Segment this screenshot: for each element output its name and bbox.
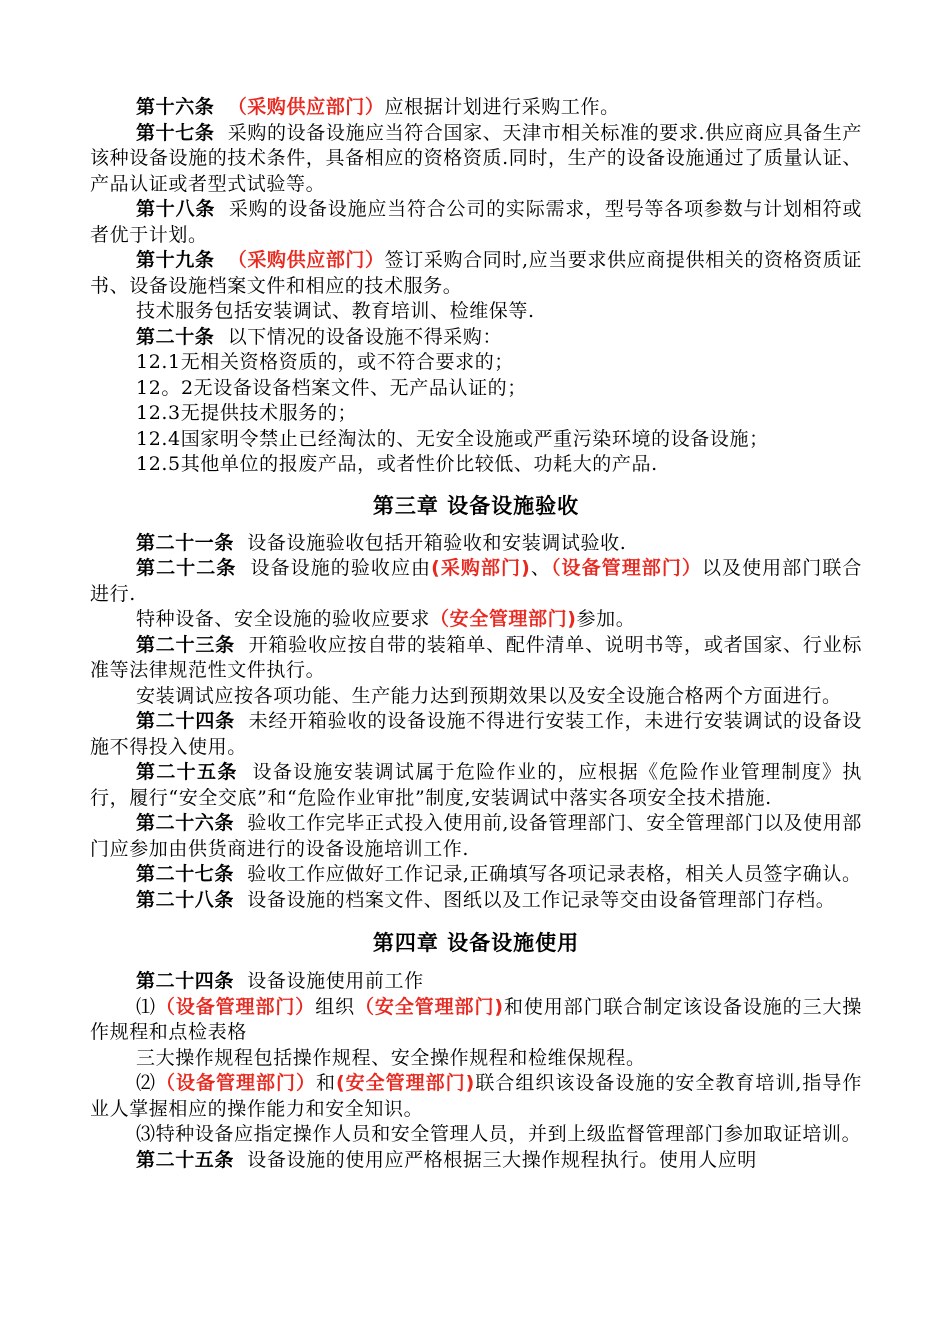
article-paragraph [90,862,862,888]
spacer [238,761,253,783]
paragraph-text: 12。2无设备设备档案文件、无产品认证的； [136,376,527,399]
paragraph-text: 设备设施的档案文件、图纸以及工作记录等交由设备管理部门存档。 [247,888,836,911]
body-paragraph [90,995,862,1046]
body-paragraph [90,299,862,325]
article-paragraph [90,709,862,760]
paragraph-text: 以下情况的设备设施不得采购： [227,325,503,348]
article-paragraph [90,95,862,121]
paragraph-text: 、 [530,557,551,579]
article-number: 第十九条 [136,249,215,271]
paragraph-text: 开箱验收应按自带的装箱单、配件清单、说明书等，或者国家、行业标准等法律规范性文件执行。 [90,633,862,681]
article-paragraph [90,325,862,351]
paragraph-text: 12.4国家明令禁止已经淘汰的、无安全设施或严重污染环境的设备设施； [136,427,769,450]
department-label: （设备管理部门） [156,1072,316,1094]
body-paragraph [90,607,862,633]
spacer [214,96,227,118]
section-procurement [90,95,862,478]
section-usage [90,969,862,1173]
article-paragraph [90,633,862,684]
article-number: 第二十三条 [136,633,235,656]
article-number: 第二十五条 [136,761,238,783]
article-number: 第十八条 [136,198,216,220]
article-paragraph [90,531,862,557]
department-label: (安全管理部门) [336,1072,475,1094]
department-label: （安全管理部门) [430,608,577,630]
paragraph-text: 12.5其他单位的报废产品，或者性价比较低、功耗大的产品. [136,453,658,475]
paragraph-text: 三大操作规程包括操作规程、安全操作规程和检维保规程。 [136,1046,646,1069]
paragraph-text: 和使用部门联合制定该设备设施的三大操作规程和点检表格 [90,995,862,1043]
paragraph-text: 应根据计划进行采购工作。 [384,96,620,118]
paragraph-text: 未经开箱验收的设备设施不得进行安装工作，未进行安装调试的设备设施不得投入使用。 [90,710,862,758]
body-paragraph [90,1122,862,1148]
article-number: 第二十二条 [136,557,237,579]
spacer [214,326,227,348]
paragraph-text: 和 [316,1072,336,1094]
body-paragraph [90,350,862,376]
paragraph-text: 验收工作应做好工作记录,正确填写各项记录表格，相关人员签字确认。 [247,863,862,885]
spacer [236,557,250,579]
article-paragraph [90,248,862,299]
article-paragraph [90,888,862,914]
department-label: （设备管理部门） [155,995,316,1018]
paragraph-text: 设备设施的使用应严格根据三大操作规程执行。使用人应明 [247,1148,757,1171]
paragraph-text: 设备设施验收包括开箱验收和安装调试验收. [247,531,627,554]
paragraph-text: 采购的设备设施应当符合公司的实际需求，型号等各项参数与计划相符或者优于计划。 [90,198,863,246]
spacer [235,710,249,732]
article-number: 第二十四条 [136,710,235,732]
body-paragraph [90,1046,862,1072]
article-paragraph [90,1148,862,1174]
article-number: 第二十五条 [136,1148,235,1171]
department-label: （采购供应部门） [227,96,385,118]
article-number: 第二十六条 [136,812,235,834]
article-number: 第十六条 [136,96,215,118]
paragraph-text: 设备设施的验收应由 [250,557,432,579]
spacer [234,970,247,992]
paragraph-text: 技术服务包括安装调试、教育培训、检维保等. [136,300,535,322]
article-number: 第二十一条 [136,531,235,554]
paragraph-text: 验收工作完毕正式投入使用前,设备管理部门、安全管理部门以及使用部门应参加由供货商进行的设备设施培训工作. [90,812,862,860]
article-paragraph [90,969,862,995]
body-paragraph [90,684,862,710]
paragraph-text: 参加。 [576,608,636,630]
paragraph-text: 联合组织该设备设施的安全教育培训,指导作业人掌握相应的操作能力和安全知识。 [90,1072,862,1120]
article-number: 第二十七条 [136,863,235,885]
spacer [234,889,247,911]
article-paragraph [90,556,862,607]
body-paragraph [90,452,862,478]
spacer [235,634,249,656]
chapter-3-heading: 第三章 设备设施验收 [372,493,580,518]
department-label: （安全管理部门) [355,995,504,1018]
department-label: （采购供应部门） [227,249,385,271]
paragraph-text: 安装调试应按各项功能、生产能力达到预期效果以及安全设施合格两个方面进行。 [136,684,842,707]
article-paragraph [90,811,862,862]
article-paragraph [90,197,862,248]
department-label: (采购部门) [431,557,531,579]
paragraph-text: 12.3无提供技术服务的； [136,402,358,424]
spacer [234,532,247,554]
article-number: 第十七条 [136,121,215,144]
chapter-4-heading: 第四章 设备设施使用 [372,931,580,955]
document-page [90,95,862,1173]
department-label: （设备管理部门） [550,557,702,579]
article-number: 第二十条 [136,325,215,348]
spacer [214,249,227,271]
spacer [214,122,227,144]
article-number: 第二十四条 [136,970,235,992]
paragraph-text: 设备设施使用前工作 [247,970,424,992]
article-number: 第二十八条 [136,888,235,911]
paragraph-text: 采购的设备设施应当符合国家、天津市相关标准的要求.供应商应具备生产该种设备设施的技术条件，具备相应的资格资质.同时，生产的设备设施通过了质量认证、产品认证或者型式试验等。 [90,121,863,195]
paragraph-text: 以及使用部门联合进行. [90,557,863,605]
section-acceptance [90,531,862,914]
spacer [234,1149,247,1171]
paragraph-text: 组织 [315,995,356,1018]
spacer [215,198,229,220]
paragraph-text: 签订采购合同时,应当要求供应商提供相关的资格资质证书、设备设施档案文件和相应的技术服务。 [90,249,862,297]
paragraph-text: ⑶特种设备应指定操作人员和安全管理人员，并到上级监督管理部门参加取证培训。 [136,1123,862,1145]
spacer [234,863,247,885]
article-paragraph [90,121,862,198]
paragraph-text: ⑵ [136,1072,156,1094]
paragraph-text: 12.1无相关资格资质的，或不符合要求的； [136,351,514,373]
article-paragraph [90,760,862,811]
paragraph-text: 设备设施安装调试属于危险作业的，应根据《危险作业管理制度》执行，履行“安全交底”和“危险作业审批”制度,安装调试中落实各项安全技术措施. [90,761,862,809]
body-paragraph [90,376,862,402]
spacer [234,812,247,834]
body-paragraph [90,1071,862,1122]
body-paragraph [90,401,862,427]
paragraph-text: 特种设备、安全设施的验收应要求 [136,608,431,630]
body-paragraph [90,427,862,453]
paragraph-text: ⑴ [136,995,156,1018]
